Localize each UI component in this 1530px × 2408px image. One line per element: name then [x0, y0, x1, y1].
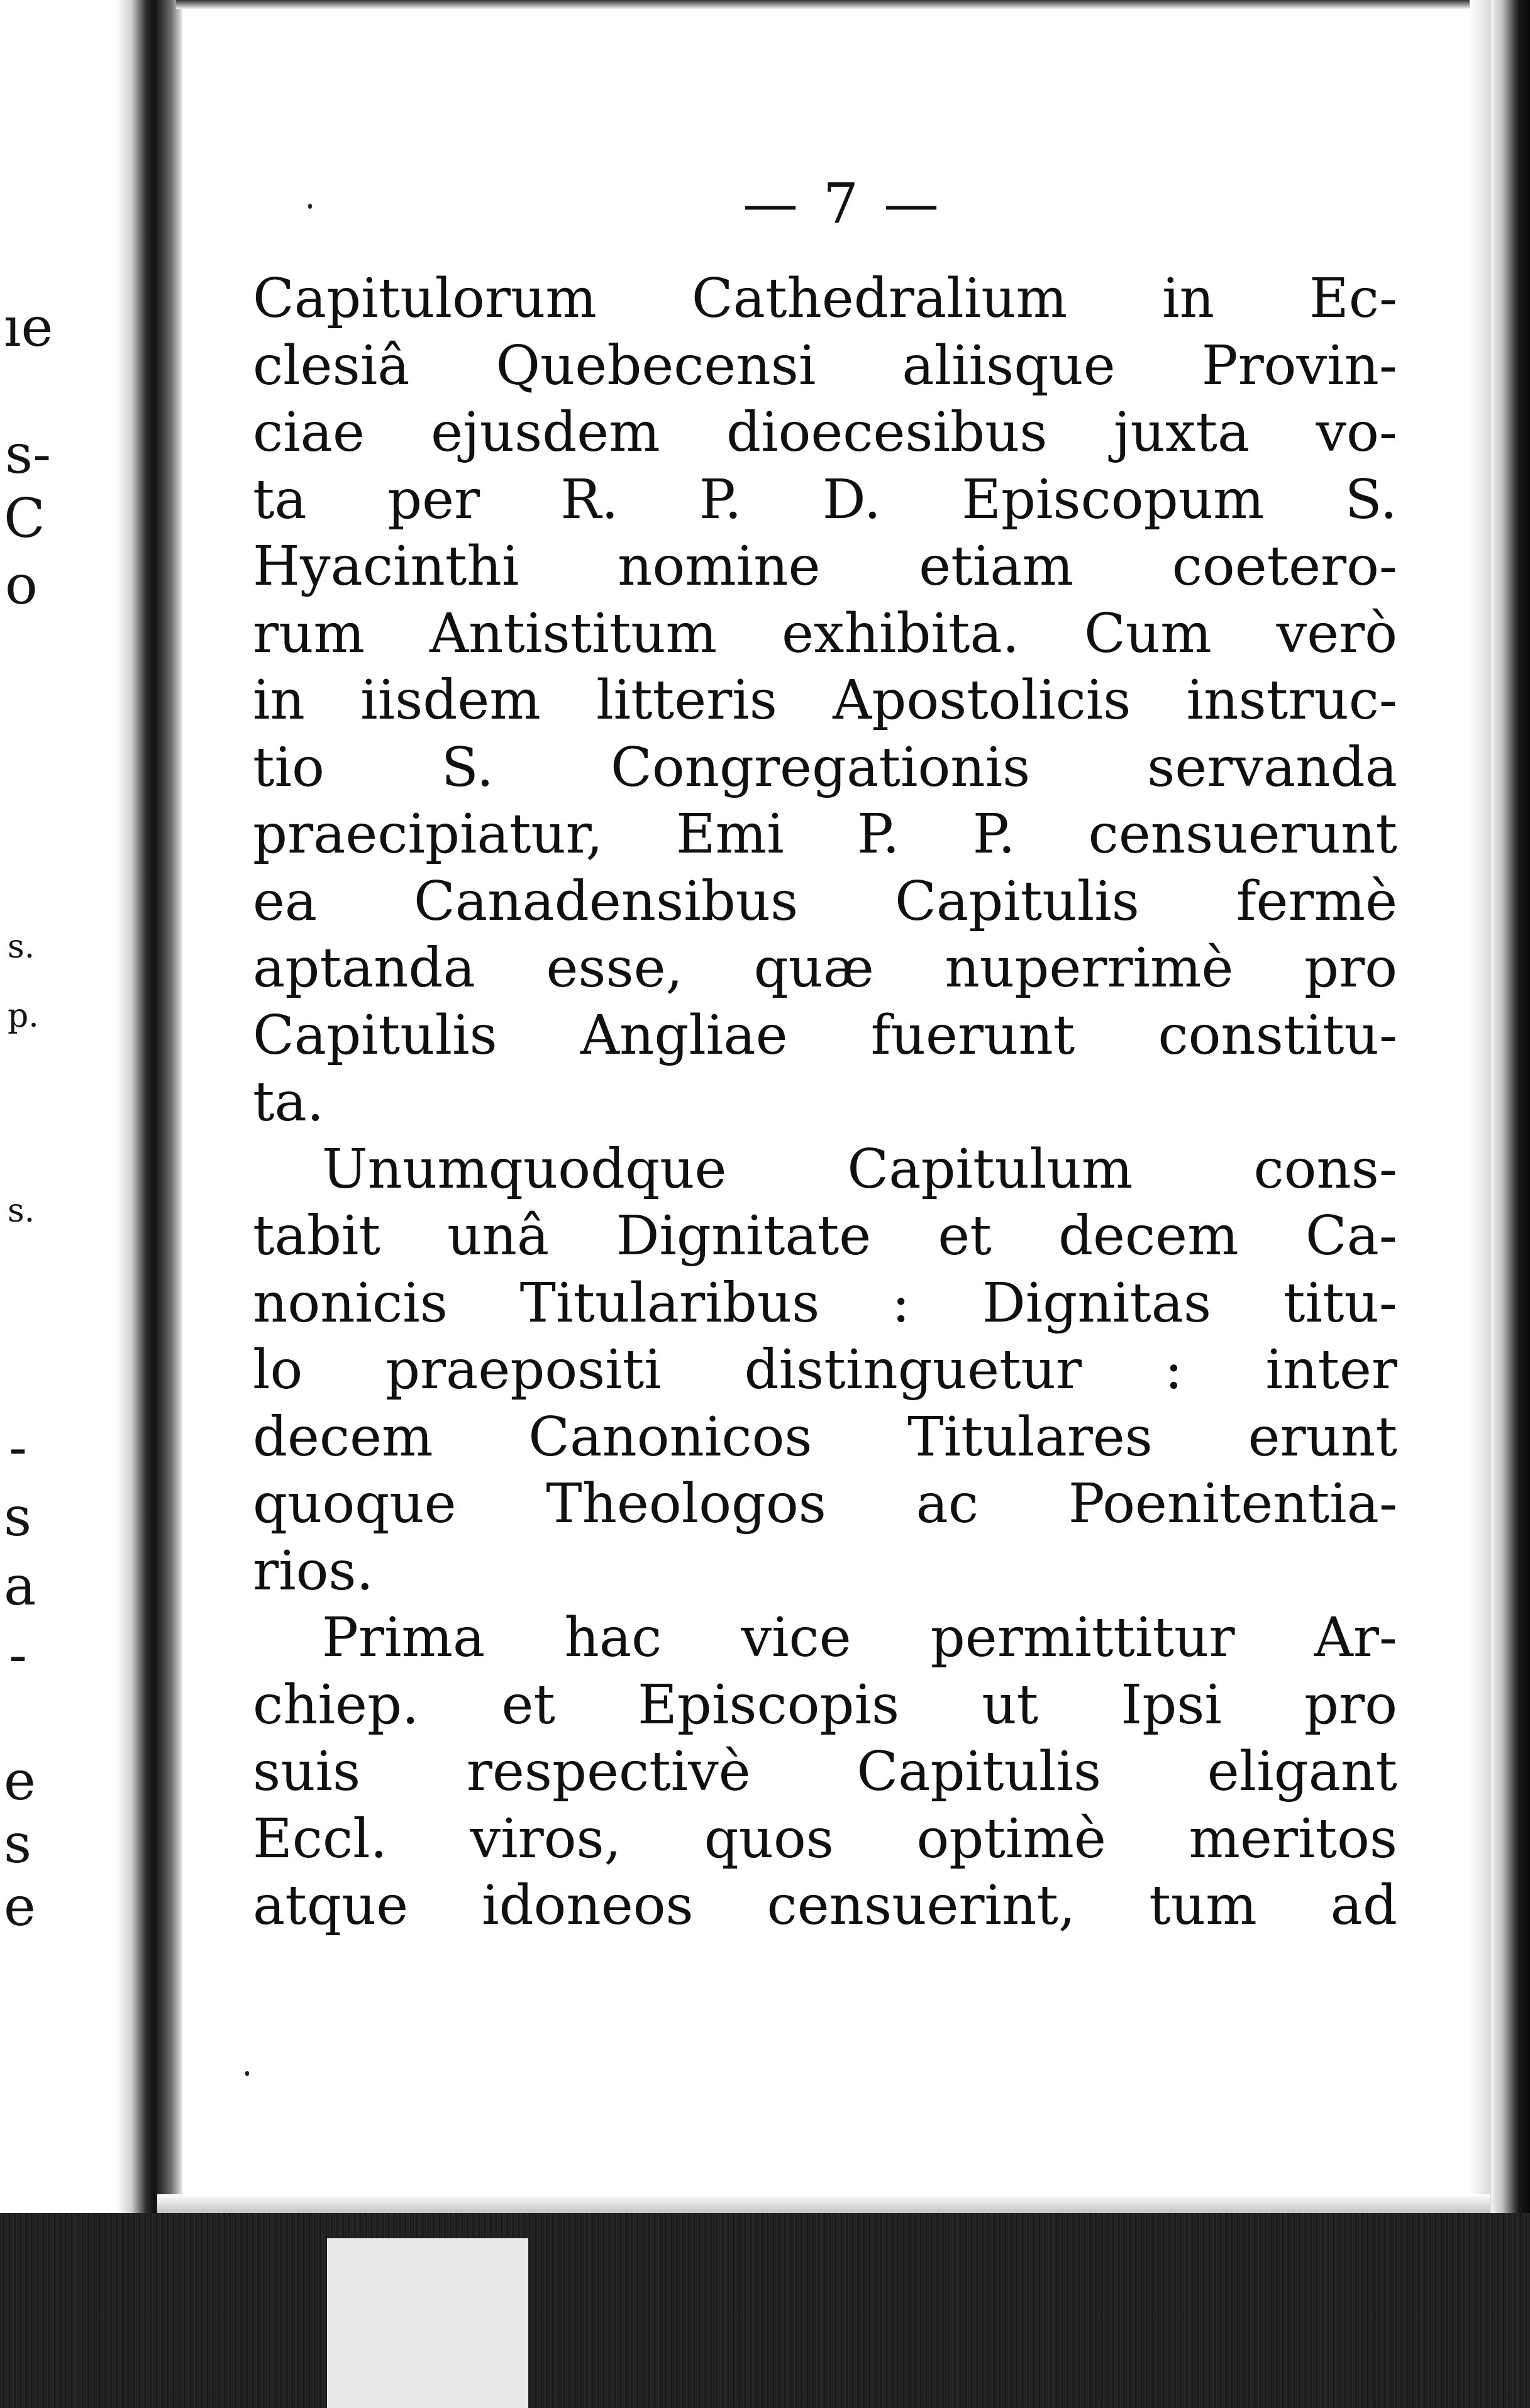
gutter-shadow	[154, 0, 182, 2238]
text-line: atque idoneos censuerint, tum ad	[253, 1874, 1397, 1937]
left-fragment: a	[4, 1555, 36, 1618]
paragraph	[253, 265, 1397, 1136]
left-fragment: e	[4, 1750, 36, 1813]
text-line: decem Canonicos Titulares erunt	[253, 1405, 1397, 1469]
text-line: Hyacinthi nomine etiam coetero-	[253, 535, 1397, 598]
left-page-edge	[0, 0, 126, 2213]
right-edge-shadow	[1491, 0, 1530, 2238]
text-line: ciae ejusdem dioecesibus juxta vo-	[253, 401, 1397, 464]
left-fragment: -	[9, 1417, 28, 1479]
text-page	[182, 9, 1472, 2197]
left-fragment: -	[9, 1624, 28, 1687]
text-line: Unumquodque Capitulum cons-	[322, 1137, 1397, 1201]
text-line: Eccl. viros, quos optimè meritos	[253, 1807, 1397, 1870]
text-line: Capitulorum Cathedralium in Ec-	[253, 267, 1397, 330]
left-fragment: s	[4, 1813, 32, 1875]
specks	[245, 2071, 249, 2076]
text-line: rios.	[253, 1539, 374, 1603]
page-edge-shadow	[116, 0, 154, 2238]
text-line: tio S. Congregationis servanda	[253, 736, 1397, 799]
text-line: in iisdem litteris Apostolicis instruc-	[253, 669, 1397, 732]
left-fragment: ıe	[4, 296, 53, 359]
text-line: clesiâ Quebecensi aliisque Provin-	[253, 334, 1397, 397]
text-line: ea Canadensibus Capitulis fermè	[253, 870, 1397, 933]
text-line: quoque Theologos ac Poenitentia-	[253, 1472, 1397, 1535]
film-border-patch	[327, 2238, 528, 2408]
text-line: Prima hac vice permittitur Ar-	[322, 1606, 1397, 1669]
text-line: Capitulis Angliae fuerunt constitu-	[253, 1003, 1397, 1067]
left-fragment: s-	[5, 423, 52, 486]
text-line: ta.	[253, 1071, 324, 1134]
left-fragment: s	[4, 1486, 32, 1549]
film-border-bottom	[0, 2213, 1530, 2408]
paragraph	[253, 1136, 1397, 1605]
text-line: nonicis Titularibus : Dignitas titu-	[253, 1271, 1397, 1335]
text-line: chiep. et Episcopis ut Ipsi pro	[253, 1673, 1397, 1737]
left-fragment: e	[4, 1875, 36, 1938]
text-line: tabit unâ Dignitate et decem Ca-	[253, 1205, 1397, 1268]
text-line: aptanda esse, quæ nuperrimè pro	[253, 937, 1397, 1000]
left-fragment: C	[4, 487, 45, 550]
left-fragment: p.	[8, 997, 39, 1035]
right-edge-highlight	[1470, 0, 1491, 2238]
page-number: — 7 —	[743, 171, 943, 236]
top-edge-shadow	[176, 0, 1530, 9]
left-fragment: o	[5, 554, 38, 617]
text-line: praecipiatur, Emi P. P. censuerunt	[253, 803, 1397, 866]
text-line: suis respectivè Capitulis eligant	[253, 1740, 1397, 1803]
text-line: lo praepositi distinguetur : inter	[253, 1339, 1397, 1401]
paragraph	[253, 1604, 1397, 1940]
specks	[308, 204, 312, 209]
body-text	[253, 265, 1397, 1940]
left-fragment: s.	[8, 1192, 35, 1230]
left-fragment: s.	[8, 928, 35, 966]
text-line: rum Antistitum exhibita. Cum verò	[253, 602, 1397, 665]
text-line: ta per R. P. D. Episcopum S.	[253, 468, 1397, 531]
